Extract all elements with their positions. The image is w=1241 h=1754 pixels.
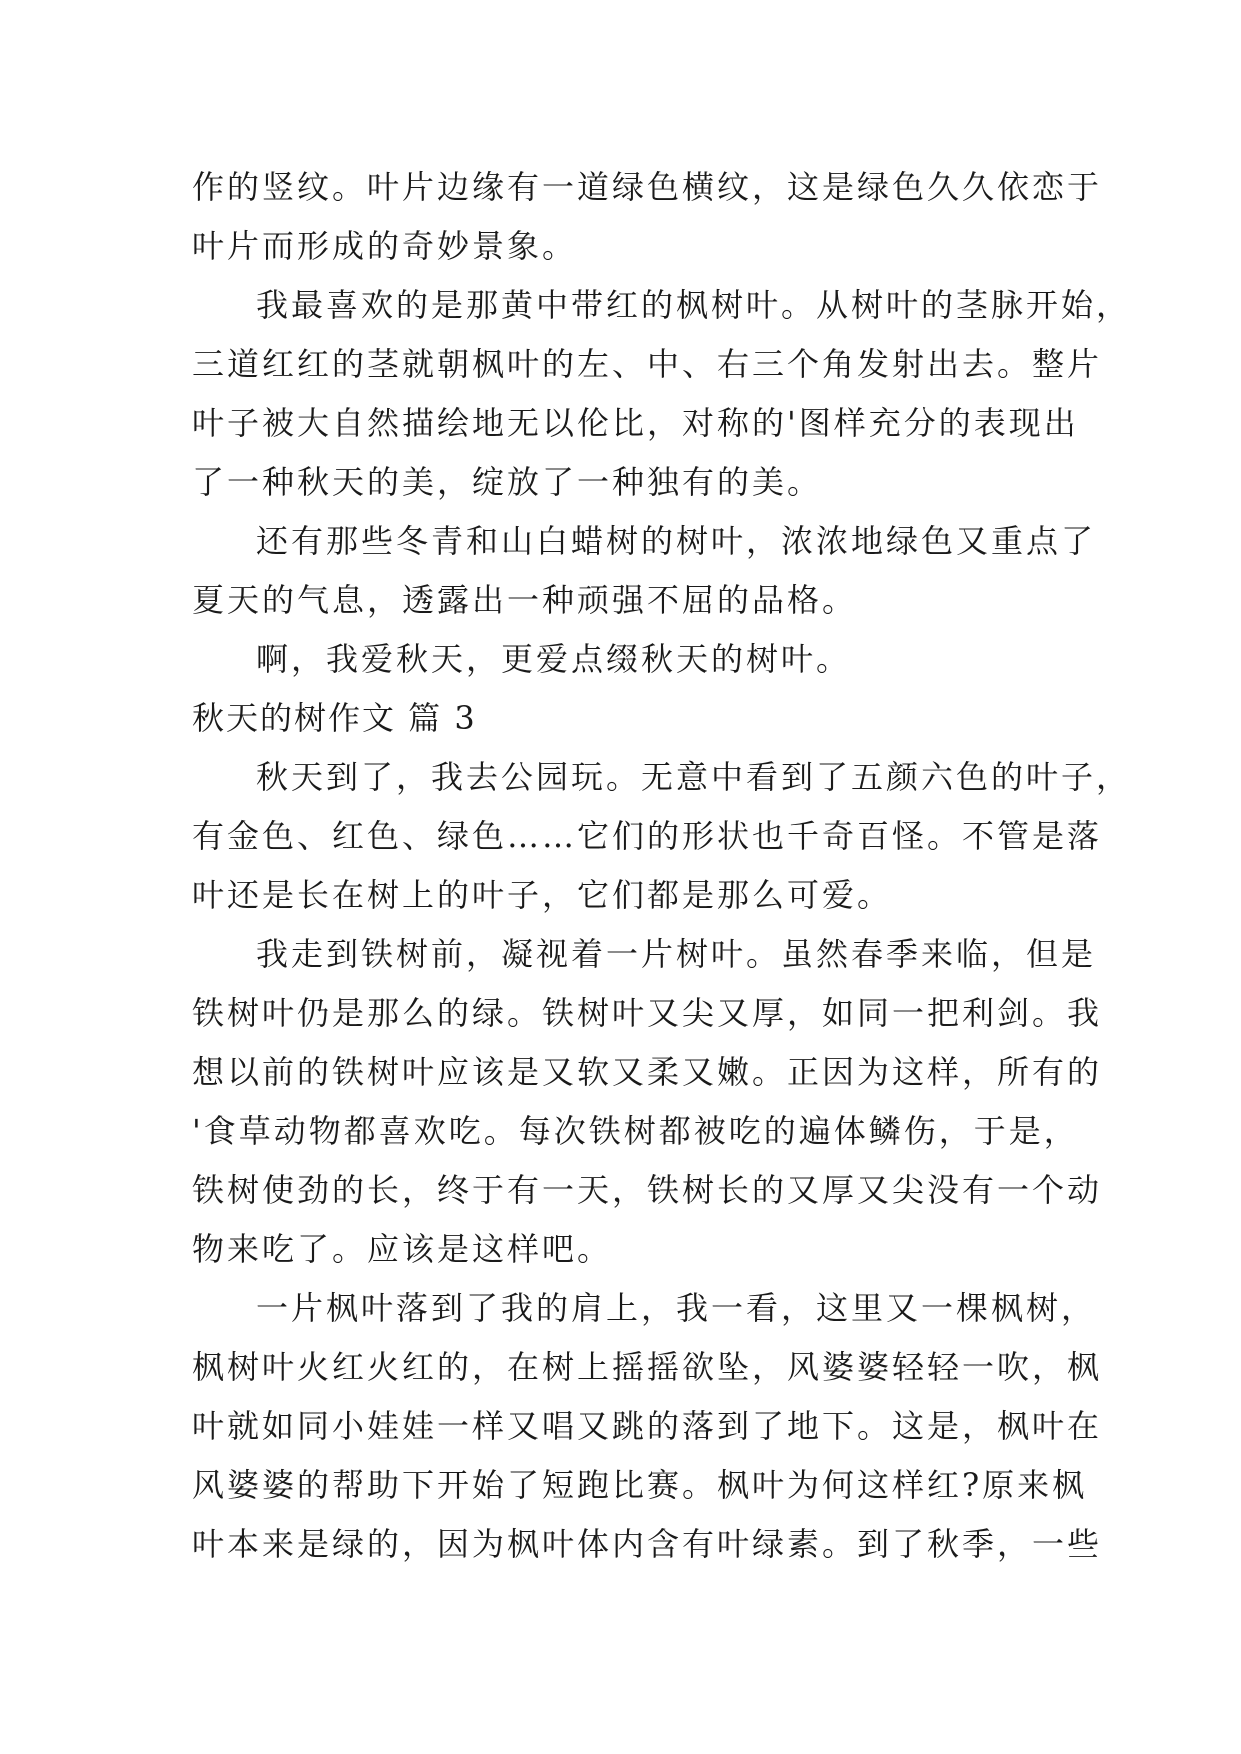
section-heading <box>192 689 1072 748</box>
heading-text: 秋天的树作文 篇 3 <box>192 699 477 737</box>
text-line: 枫树叶火红火红的，在树上摇摇欲坠，风婆婆轻轻一吹，枫 <box>192 1348 1103 1386</box>
paragraph <box>192 276 1132 512</box>
text-line: 叶片而形成的奇妙景象。 <box>192 227 578 265</box>
text-line: 想以前的铁树叶应该是又软又柔又嫩。正因为这样，所有的 <box>192 1053 1103 1091</box>
text-line: 了一种秋天的美，绽放了一种独有的美。 <box>192 463 823 501</box>
text-line: '食草动物都喜欢吃。每次铁树都被吃的遍体鳞伤，于是， <box>192 1112 1079 1150</box>
text-line: 秋天到了，我去公园玩。无意中看到了五颜六色的叶子， <box>256 758 1132 796</box>
paragraph <box>192 630 1072 689</box>
text-line: 叶子被大自然描绘地无以伦比，对称的'图样充分的表现出 <box>192 404 1079 442</box>
paragraph <box>192 925 1103 1279</box>
text-line: 三道红红的茎就朝枫叶的左、中、右三个角发射出去。整片 <box>192 345 1103 383</box>
text-line: 风婆婆的帮助下开始了短跑比赛。枫叶为何这样红?原来枫 <box>192 1466 1088 1504</box>
text-line: 有金色、红色、绿色……它们的形状也千奇百怪。不管是落 <box>192 817 1103 855</box>
text-line: 一片枫叶落到了我的肩上，我一看，这里又一棵枫树， <box>256 1289 1097 1327</box>
document-body <box>192 158 1132 1574</box>
text-line: 叶本来是绿的，因为枫叶体内含有叶绿素。到了秋季，一些 <box>192 1525 1103 1563</box>
paragraph <box>192 1279 1103 1574</box>
paragraph <box>192 512 1097 630</box>
text-line: 还有那些冬青和山白蜡树的树叶，浓浓地绿色又重点了 <box>256 522 1097 560</box>
paragraph <box>192 158 1103 276</box>
text-line: 作的竖纹。叶片边缘有一道绿色横纹，这是绿色久久依恋于 <box>192 168 1103 206</box>
text-line: 铁树使劲的长，终于有一天，铁树长的又厚又尖没有一个动 <box>192 1171 1103 1209</box>
text-line: 我最喜欢的是那黄中带红的枫树叶。从树叶的茎脉开始， <box>256 286 1132 324</box>
text-line: 铁树叶仍是那么的绿。铁树叶又尖又厚，如同一把利剑。我 <box>192 994 1103 1032</box>
text-line: 啊，我爱秋天，更爱点缀秋天的树叶。 <box>256 640 852 678</box>
text-line: 我走到铁树前，凝视着一片树叶。虽然春季来临，但是 <box>256 935 1097 973</box>
text-line: 叶还是长在树上的叶子，它们都是那么可爱。 <box>192 876 893 914</box>
text-line: 叶就如同小娃娃一样又唱又跳的落到了地下。这是，枫叶在 <box>192 1407 1103 1445</box>
text-line: 夏天的气息，透露出一种顽强不屈的品格。 <box>192 581 858 619</box>
text-line: 物来吃了。应该是这样吧。 <box>192 1230 613 1268</box>
paragraph <box>192 748 1132 925</box>
